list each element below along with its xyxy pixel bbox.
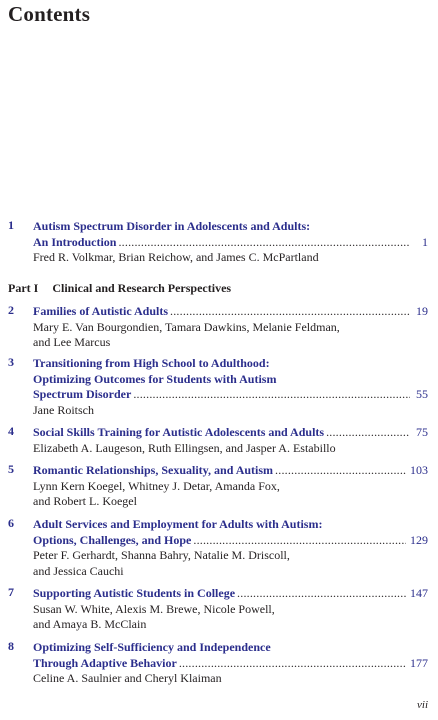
chapter-authors: and Amaya B. McClain [33, 617, 147, 631]
chapter-authors: and Robert L. Koegel [33, 494, 137, 508]
chapter-title-text: Autism Spectrum Disorder in Adolescents and Adults: [33, 219, 311, 233]
chapter-title-link[interactable] [33, 516, 428, 532]
chapter-number: 3 [8, 355, 14, 369]
part-heading [8, 281, 231, 296]
part-title: Clinical and Research Perspectives [52, 281, 232, 295]
chapter-title-link[interactable] [33, 234, 428, 250]
chapter-title-text: Through Adaptive Behavior [33, 655, 177, 670]
chapter-title-text: Families of Autistic Adults [33, 304, 169, 318]
chapter-authors: and Jessica Cauchi [33, 563, 124, 578]
chapter-title-link[interactable] [33, 355, 428, 371]
dot-leader [133, 386, 410, 402]
part-label: Part I [8, 281, 39, 295]
chapter-title-link[interactable] [33, 462, 428, 478]
page-title: Contents [8, 2, 91, 26]
chapter-authors: Susan W. White, Alexis M. Brewe, Nicole Powell, [33, 601, 275, 616]
chapter-title-link[interactable] [33, 639, 428, 655]
chapter-authors: Mary E. Van Bourgondien, Tamara Dawkins, Melanie Feldman, [33, 319, 340, 334]
chapter-page-number[interactable]: 103 [410, 463, 428, 477]
chapter-title-text: Romantic Relationships, Sexuality, and Autism [33, 463, 274, 477]
chapter-number: 2 [8, 303, 14, 317]
dot-leader [326, 424, 410, 440]
chapter-authors: Fred R. Volkmar, Brian Reichow, and James C. McPartland [33, 250, 319, 264]
dot-leader [179, 655, 406, 671]
chapter-title-text: Adult Services and Employment for Adults with Autism: [33, 517, 323, 531]
dot-leader [237, 585, 406, 601]
chapter-title-link[interactable] [33, 371, 428, 387]
chapter-title-text: Optimizing Self-Sufficiency and Independence [33, 640, 271, 654]
chapter-title-link[interactable] [33, 218, 428, 234]
chapter-authors: Jane Roitsch [33, 402, 94, 417]
page-number-footer: vii [417, 699, 428, 711]
chapter-title-text: Spectrum Disorder [33, 387, 132, 401]
chapter-page-number[interactable]: 55 [416, 387, 428, 401]
chapter-number: 5 [8, 462, 14, 476]
chapter-page-number[interactable]: 1 [422, 234, 428, 249]
chapter-number: 7 [8, 585, 14, 599]
dot-leader [275, 462, 406, 478]
chapter-title-link[interactable] [33, 585, 428, 601]
chapter-title-text: Social Skills Training for Autistic Adolescents and Adults [33, 425, 325, 439]
chapter-authors: Lynn Kern Koegel, Whitney J. Detar, Amanda Fox, [33, 478, 280, 493]
dot-leader [193, 532, 406, 548]
chapter-title-link[interactable] [33, 655, 428, 671]
chapter-title-link[interactable] [33, 303, 428, 319]
dot-leader [170, 303, 410, 319]
chapter-number: 6 [8, 516, 14, 530]
chapter-authors: Peter F. Gerhardt, Shanna Bahry, Natalie M. Driscoll, [33, 548, 290, 562]
chapter-page-number[interactable]: 75 [416, 425, 428, 439]
chapter-authors: Celine A. Saulnier and Cheryl Klaiman [33, 671, 222, 685]
chapter-number: 8 [8, 639, 14, 653]
chapter-number: 4 [8, 424, 14, 438]
chapter-title-text: Options, Challenges, and Hope [33, 532, 192, 547]
chapter-title-text: Transitioning from High School to Adulthood: [33, 356, 270, 370]
chapter-page-number[interactable]: 19 [416, 304, 428, 318]
chapter-title-text: An Introduction [33, 234, 117, 249]
dot-leader [118, 234, 410, 250]
chapter-title-link[interactable] [33, 424, 428, 440]
chapter-page-number[interactable]: 147 [410, 586, 428, 600]
chapter-page-number[interactable]: 177 [410, 655, 428, 670]
chapter-title-text: Supporting Autistic Students in College [33, 586, 236, 600]
chapter-title-text: Optimizing Outcomes for Students with Autism [33, 371, 277, 386]
chapter-page-number[interactable]: 129 [410, 532, 428, 547]
chapter-authors: and Lee Marcus [33, 335, 111, 349]
chapter-authors: Elizabeth A. Laugeson, Ruth Ellingsen, and Jasper A. Estabillo [33, 440, 336, 455]
chapter-title-link[interactable] [33, 386, 428, 402]
chapter-title-link[interactable] [33, 532, 428, 548]
chapter-number: 1 [8, 218, 14, 232]
